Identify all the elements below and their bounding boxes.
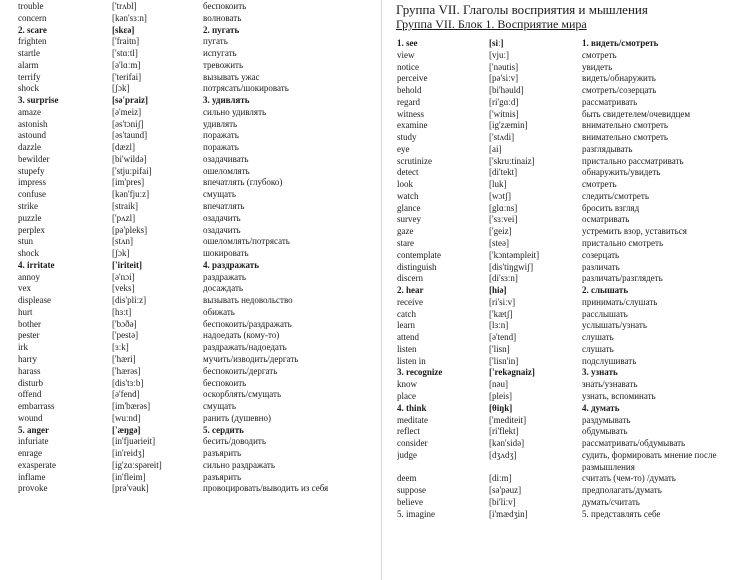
russian-translation: потрясать/шокировать <box>203 83 289 94</box>
english-word: perplex <box>18 224 45 235</box>
english-word: astound <box>18 130 46 141</box>
russian-translation: 1. видеть/смотреть <box>582 38 659 48</box>
english-word: attend <box>397 332 419 343</box>
english-word: concern <box>18 12 47 23</box>
english-word: behold <box>397 85 422 96</box>
english-word: frighten <box>18 36 47 47</box>
russian-translation: различать <box>582 261 620 272</box>
english-word: 5. imagine <box>397 508 435 519</box>
transcription: [sə'praiz] <box>112 95 148 106</box>
transcription: [ə'fend] <box>112 389 140 400</box>
russian-translation: 5. сердить <box>203 424 244 435</box>
russian-translation: впечатлять (глубоко) <box>203 177 283 188</box>
english-word: 2. hear <box>397 285 424 296</box>
russian-translation: 5. представлять себе <box>582 508 661 519</box>
russian-translation: принимать/слушать <box>582 296 658 307</box>
transcription: [bi'liːv] <box>489 496 516 507</box>
english-word: shock <box>18 83 39 94</box>
transcription: [ə'meiz] <box>112 106 142 117</box>
english-word: view <box>397 49 415 60</box>
english-word: regard <box>397 96 420 107</box>
russian-translation: смотреть <box>582 49 617 60</box>
transcription: [ɜːk] <box>112 342 129 353</box>
transcription: [ig'zæmin] <box>489 120 528 131</box>
russian-translation: пристально рассматривать <box>582 155 684 166</box>
english-word: trouble <box>18 1 44 11</box>
transcription: [ə'tend] <box>489 332 517 343</box>
russian-translation: озадачить <box>203 224 241 235</box>
russian-translation: беспокоить <box>203 377 247 388</box>
transcription: ['sɜːvei] <box>489 214 518 225</box>
transcription: ['skruːtinaiz] <box>489 155 535 166</box>
transcription: [hiə] <box>489 285 507 296</box>
transcription: [wuːnd] <box>112 412 141 423</box>
russian-translation: быть свидетелем/очевидцем <box>582 108 691 119</box>
english-word: distinguish <box>397 261 437 272</box>
transcription: [θiŋk] <box>489 402 513 413</box>
russian-translation: разъярить <box>203 448 242 459</box>
english-word: shock <box>18 248 39 259</box>
transcription: [dis'pliːz] <box>112 295 147 306</box>
transcription: [vjuː] <box>489 49 509 60</box>
english-word: witness <box>397 108 424 119</box>
russian-translation: размышления <box>582 461 635 472</box>
russian-translation: предполагать/думать <box>582 485 662 496</box>
russian-translation: созерцать <box>582 249 620 260</box>
english-word: perceive <box>397 73 428 84</box>
transcription: [siː] <box>489 38 504 48</box>
english-word: eye <box>397 143 410 154</box>
english-word: harry <box>18 353 37 364</box>
russian-translation: поражать <box>203 142 239 153</box>
transcription: [i'mædʒin] <box>489 508 528 519</box>
russian-translation: увидеть <box>582 61 613 72</box>
english-word: study <box>397 132 417 143</box>
english-word: startle <box>18 48 40 59</box>
english-word: impress <box>18 177 46 188</box>
transcription: [kən'fjuːz] <box>112 189 150 200</box>
transcription: [lɜːn] <box>489 320 509 331</box>
transcription: [in'fleim] <box>112 471 146 482</box>
russian-translation: оскорблять/смущать <box>203 389 282 400</box>
russian-translation: озадачить <box>203 212 241 223</box>
russian-translation: узнать, вспоминать <box>582 390 656 401</box>
english-word: consider <box>397 438 428 449</box>
english-word: know <box>397 379 417 390</box>
russian-translation: бесить/доводить <box>203 436 266 447</box>
english-word: pester <box>18 330 40 341</box>
transcription: [ə'lɑːm] <box>112 59 141 70</box>
transcription: [nəu] <box>489 379 508 390</box>
english-word: look <box>397 179 414 190</box>
russian-translation: рассматривать/обдумывать <box>582 438 686 449</box>
russian-translation: ошеломлять/потрясать <box>203 236 290 247</box>
transcription: ['pestə] <box>112 330 139 341</box>
transcription: [dis'tiŋgwiʃ] <box>489 261 534 272</box>
transcription: [ri'flekt] <box>489 426 519 437</box>
transcription: [steə] <box>489 238 509 249</box>
english-word: 4. think <box>397 402 427 413</box>
english-word: strike <box>18 201 38 212</box>
transcription: [im'pres] <box>112 177 145 188</box>
russian-translation: удивлять <box>203 118 238 129</box>
english-word: harass <box>18 365 41 376</box>
russian-translation: пугать <box>203 36 228 47</box>
transcription: [hɜːt] <box>112 306 132 317</box>
english-word: scrutinize <box>397 155 432 166</box>
english-word: astonish <box>18 118 48 129</box>
transcription: [bi'wildə] <box>112 153 147 164</box>
english-word: 1. see <box>397 38 418 48</box>
english-word: stupefy <box>18 165 45 176</box>
english-word: deem <box>397 473 417 484</box>
english-word: believe <box>397 496 423 507</box>
russian-translation: видеть/обнаружить <box>582 73 656 84</box>
russian-translation: смотреть/созерцать <box>582 85 657 96</box>
russian-translation: внимательно смотреть <box>582 132 669 143</box>
russian-translation: вызывать ужас <box>203 71 260 82</box>
transcription: [sə'pəuz] <box>489 485 522 496</box>
english-word: learn <box>397 320 415 331</box>
transcription: [ʃɔk] <box>112 248 130 259</box>
english-word: dazzle <box>18 142 41 153</box>
transcription: ['terifai] <box>112 71 142 82</box>
english-word: gaze <box>397 226 414 237</box>
english-word: provoke <box>18 483 48 494</box>
russian-translation: слушать <box>582 332 614 343</box>
english-word: stun <box>18 236 34 247</box>
transcription: [ai] <box>489 143 502 154</box>
russian-translation: беспокоить/дергать <box>203 365 278 376</box>
transcription: [pə'siːv] <box>489 73 519 84</box>
russian-translation: рассматривать <box>582 96 638 107</box>
english-word: irk <box>18 342 28 353</box>
transcription: [skɛə] <box>112 24 135 35</box>
russian-translation: знать/узнавать <box>582 379 638 390</box>
transcription: [ig'zɑːspəreit] <box>112 459 162 470</box>
russian-translation: обдумывать <box>582 426 628 437</box>
english-word: disturb <box>18 377 44 388</box>
transcription: [diːm] <box>489 473 512 484</box>
english-word: place <box>397 390 416 401</box>
english-word: 3. surprise <box>18 95 59 106</box>
transcription: [prə'vəuk] <box>112 483 149 494</box>
russian-translation: поражать <box>203 130 239 141</box>
transcription: ['stjuːpifai] <box>112 165 152 176</box>
transcription: [ri'siːv] <box>489 296 516 307</box>
transcription: [straik] <box>112 201 138 212</box>
transcription: [əs'taund] <box>112 130 148 141</box>
english-word: enrage <box>18 448 42 459</box>
russian-translation: сильно раздражать <box>203 459 275 470</box>
russian-translation: осматривать <box>582 214 630 225</box>
russian-translation: 3. удивлять <box>203 95 250 106</box>
english-word: survey <box>397 214 421 225</box>
english-word: examine <box>397 120 428 131</box>
russian-translation: вызывать недовольство <box>203 295 293 306</box>
english-word: contemplate <box>397 249 441 260</box>
russian-translation: думать/считать <box>582 496 640 507</box>
transcription: ['stɑːtl] <box>112 48 138 59</box>
english-word: glance <box>397 202 421 213</box>
transcription: ['nəutis] <box>489 61 519 72</box>
russian-translation: беспокоить/раздражать <box>203 318 292 329</box>
russian-translation: надоедать (кому-то) <box>203 330 280 341</box>
english-word: stare <box>397 238 414 249</box>
russian-translation: волновать <box>203 12 242 23</box>
transcription: [dæzl] <box>112 142 135 153</box>
transcription: [pə'pleks] <box>112 224 148 235</box>
english-word: puzzle <box>18 212 42 223</box>
transcription: [di'sɜːn] <box>489 273 518 284</box>
english-word: embarrass <box>18 401 55 412</box>
english-word: amaze <box>18 106 41 117</box>
english-word: 3. recognize <box>397 367 443 378</box>
russian-translation: ранить (душевно) <box>203 412 271 423</box>
english-word: exasperate <box>18 459 56 470</box>
english-word: infuriate <box>18 436 49 447</box>
russian-translation: провоцировать/выводить из себя <box>203 483 329 494</box>
russian-translation: подслушивать <box>582 355 637 366</box>
transcription: ['rekəgnaiz] <box>489 367 535 378</box>
russian-translation: расслышать <box>582 308 628 319</box>
transcription: [pleis] <box>489 390 512 401</box>
russian-translation: беспокоить <box>203 1 247 11</box>
russian-translation: досаждать <box>203 283 243 294</box>
page-title: Группа VII. Глаголы восприятия и мышления <box>396 2 648 17</box>
russian-translation: озадачивать <box>203 153 249 164</box>
english-word: suppose <box>397 485 426 496</box>
transcription: ['fraitn] <box>112 36 140 47</box>
russian-translation: мучить/изводить/дергать <box>203 353 299 364</box>
transcription: [glɑːns] <box>489 202 518 213</box>
transcription: [kən'sidə] <box>489 438 525 449</box>
russian-translation: слушать <box>582 343 614 354</box>
russian-translation: различать/разглядеть <box>582 273 663 284</box>
transcription: ['witnis] <box>489 108 519 119</box>
transcription: [in'fjuərieit] <box>112 436 156 447</box>
russian-translation: смущать <box>203 401 236 412</box>
english-word: notice <box>397 61 419 72</box>
transcription: [ʃɔk] <box>112 83 130 94</box>
transcription: ['trʌbl] <box>112 1 137 11</box>
transcription: [ə'nɔi] <box>112 271 135 282</box>
transcription: [im'bærəs] <box>112 401 151 412</box>
english-word: hurt <box>18 306 33 317</box>
russian-translation: шокировать <box>203 248 249 259</box>
russian-translation: устремить взор, уставиться <box>582 226 687 237</box>
russian-translation: 4. думать <box>582 402 620 413</box>
russian-translation: следить/смотреть <box>582 190 649 201</box>
russian-translation: испугать <box>203 48 237 59</box>
transcription: ['stʌdi] <box>489 132 515 143</box>
transcription: [kən'sɜːn] <box>112 12 147 23</box>
english-word: displease <box>18 295 51 306</box>
russian-translation: раздражать/надоедать <box>203 342 287 353</box>
russian-translation: 2. слышать <box>582 285 629 296</box>
transcription: [dʒʌdʒ] <box>489 449 517 460</box>
english-word: listen <box>397 343 417 354</box>
russian-translation: 4. раздражать <box>203 259 259 270</box>
russian-translation: считать (чем-то) /думать <box>582 473 676 484</box>
english-word: bewilder <box>18 153 50 164</box>
russian-translation: разглядывать <box>582 143 633 154</box>
transcription: [ri'gɑːd] <box>489 96 519 107</box>
russian-translation: смотреть <box>582 179 617 190</box>
transcription: ['pʌzl] <box>112 212 136 223</box>
english-word: offend <box>18 389 42 400</box>
russian-translation: 3. узнать <box>582 367 618 378</box>
russian-translation: раздражать <box>203 271 246 282</box>
english-word: terrify <box>18 71 41 82</box>
english-word: 4. irritate <box>18 259 55 270</box>
russian-translation: тревожить <box>203 59 244 70</box>
english-word: 2. scare <box>18 24 47 35</box>
english-word: receive <box>397 296 423 307</box>
transcription: [stʌn] <box>112 236 133 247</box>
transcription: ['kɔntəmpleit] <box>489 249 540 260</box>
russian-translation: обнаружить/увидеть <box>582 167 661 178</box>
transcription: [veks] <box>112 283 135 294</box>
transcription: [in'reidʒ] <box>112 448 145 459</box>
english-word: detect <box>397 167 419 178</box>
page-subtitle: Группа VII. Блок 1. Восприятие мира <box>396 17 587 31</box>
english-word: confuse <box>18 189 46 200</box>
transcription: ['lisn'in] <box>489 355 519 366</box>
english-word: judge <box>397 449 417 460</box>
russian-translation: раздумывать <box>582 414 631 425</box>
english-word: inflame <box>18 471 46 482</box>
russian-translation: судить, формировать мнение после <box>582 449 717 460</box>
english-word: meditate <box>397 414 428 425</box>
russian-translation: ошеломлять <box>203 165 250 176</box>
russian-translation: впечатлять <box>203 201 245 212</box>
english-word: listen in <box>397 355 426 366</box>
russian-translation: смущать <box>203 189 236 200</box>
english-word: bother <box>18 318 41 329</box>
russian-translation: пристально смотреть <box>582 238 664 249</box>
transcription: ['hærəs] <box>112 365 141 376</box>
transcription: ['iriteit] <box>112 259 142 270</box>
russian-translation: услышать/узнать <box>582 320 647 331</box>
transcription: ['mediteit] <box>489 414 527 425</box>
transcription: [bi'həuld] <box>489 85 524 96</box>
russian-translation: бросить взгляд <box>582 202 640 213</box>
transcription: ['bɔðə] <box>112 318 137 329</box>
transcription: ['kætʃ] <box>489 308 513 319</box>
russian-translation: 2. пугать <box>203 24 240 35</box>
english-word: watch <box>397 190 419 201</box>
transcription: [dis'tɜːb] <box>112 377 144 388</box>
english-word: catch <box>397 308 416 319</box>
english-word: alarm <box>18 59 39 70</box>
transcription: ['æŋgə] <box>112 424 141 435</box>
transcription: [luk] <box>489 179 507 190</box>
transcription: [əs'tɔniʃ] <box>112 118 144 129</box>
transcription: ['geiz] <box>489 226 512 237</box>
transcription: [di'tekt] <box>489 167 518 178</box>
english-word: annoy <box>18 271 40 282</box>
english-word: vex <box>18 283 31 294</box>
russian-translation: разъярить <box>203 471 242 482</box>
russian-translation: сильно удивлять <box>203 106 267 117</box>
english-word: reflect <box>397 426 420 437</box>
russian-translation: обижать <box>203 306 235 317</box>
russian-translation: внимательно смотреть <box>582 120 669 131</box>
english-word: 5. anger <box>18 424 49 435</box>
transcription: [wɔtʃ] <box>489 190 511 201</box>
transcription: ['hæri] <box>112 353 136 364</box>
transcription: ['lisn] <box>489 343 510 354</box>
english-word: discern <box>397 273 423 284</box>
english-word: wound <box>18 412 43 423</box>
